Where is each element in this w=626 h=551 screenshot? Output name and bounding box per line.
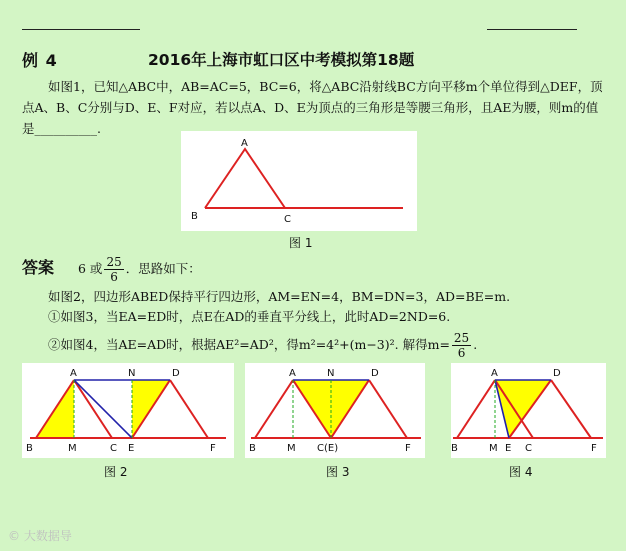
fig2-label-a: A [70, 368, 77, 379]
answer-prefix: 6 或 [78, 261, 103, 276]
solution-fraction [452, 331, 471, 360]
header-rule-left [22, 29, 140, 30]
solution-line-2: ①如图3，当EA=ED时，点E在AD的垂直平分线上，此时AD=2ND=6. [48, 309, 451, 324]
fig3-label-f: F [405, 443, 411, 454]
solution-line-1: 如图2，四边形ABED保持平行四边形，AM=EN=4，BM=DN=3，AD=BE=m. [48, 289, 511, 304]
solution-frac-num: 25 [453, 331, 470, 345]
fig2-label-b: B [26, 443, 33, 454]
figure-3 [245, 363, 425, 458]
answer-fraction [104, 255, 123, 284]
fig3-label-ce: C(E) [317, 443, 339, 454]
figure-1-diagram [181, 131, 417, 231]
answer-frac-num: 25 [106, 255, 122, 269]
fig4-side-df [551, 380, 591, 438]
fig3-label-b: B [249, 443, 256, 454]
fig2-label-m: M [68, 443, 77, 454]
fig4-side-ab [457, 380, 495, 438]
label-a: A [241, 138, 248, 149]
solution-line-3 [48, 331, 477, 360]
problem-text: 如图1，已知△ABC中，AB=AC=5，BC=6，将△ABC沿射线BC方向平移m个单位得到△DEF，顶点A、B、C分别与D、E、F对应，若以点A、D、E为顶点的三角形是等腰三角形，且AE为腰，则m的值是__________. [22, 79, 603, 136]
figure-2-caption: 图 2 [104, 465, 128, 479]
fig2-label-e: E [128, 443, 135, 454]
fig4-label-a: A [491, 368, 498, 379]
fig2-label-c: C [110, 443, 117, 454]
solution-frac-den: 6 [457, 346, 466, 360]
fig4-label-d: D [553, 368, 561, 379]
solution-line-3-text: ②如图4，当AE=AD时，根据AE²=AD²，得m²=4²+(m−3)². 解得m= [48, 337, 450, 352]
fig2-label-f: F [210, 443, 216, 454]
answer-suffix: ．思路如下： [125, 261, 201, 276]
fig3-label-a: A [289, 368, 296, 379]
triangle-abc [205, 149, 285, 208]
label-b: B [191, 211, 198, 222]
example-label: 例 4 [22, 51, 58, 70]
fig2-side-df [170, 380, 208, 438]
header-rule-right [487, 29, 577, 30]
fig3-fill [293, 380, 369, 438]
example-title: 2016年上海市虹口区中考模拟第18题 [148, 51, 415, 69]
fig4-label-b: B [451, 443, 458, 454]
fig3-label-m: M [287, 443, 296, 454]
figure-2 [22, 363, 234, 458]
fig3-side-df [369, 380, 407, 438]
watermark: © 大数据导 [8, 529, 72, 543]
answer-summary [78, 255, 201, 284]
fig3-side-ab [255, 380, 293, 438]
fig4-label-c: C [525, 443, 532, 454]
label-c: C [284, 214, 291, 225]
fig4-label-m: M [489, 443, 498, 454]
figure-1-caption: 图 1 [289, 236, 313, 250]
fig2-label-n: N [128, 368, 136, 379]
fig2-seg-ae [74, 380, 132, 438]
fig2-label-d: D [172, 368, 180, 379]
figure-4 [451, 363, 606, 458]
fig3-label-n: N [327, 368, 335, 379]
figure-4-caption: 图 4 [509, 465, 533, 479]
answer-frac-den: 6 [110, 270, 118, 284]
answer-label: 答案 [22, 258, 55, 277]
fig4-fill [495, 380, 551, 438]
fig2-side-ac [74, 380, 112, 438]
figure-2-diagram [22, 363, 234, 458]
fig4-label-f: F [591, 443, 597, 454]
fig4-label-e: E [505, 443, 512, 454]
fig3-label-d: D [371, 368, 379, 379]
figure-4-diagram [451, 363, 606, 458]
figure-3-caption: 图 3 [326, 465, 350, 479]
solution-line-3-end: . [473, 337, 478, 352]
figure-3-diagram [245, 363, 425, 458]
figure-1 [181, 131, 417, 231]
